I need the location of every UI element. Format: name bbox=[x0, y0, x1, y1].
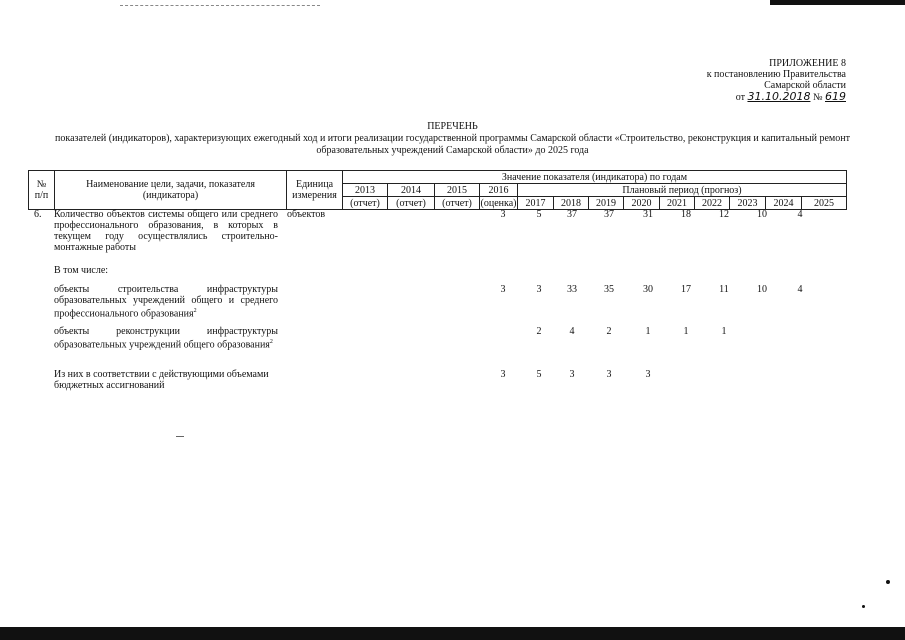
planned-year-header: 2025 bbox=[802, 197, 847, 210]
value-cell: 2 bbox=[536, 326, 542, 337]
appendix-date-line bbox=[707, 91, 846, 103]
subgroup-label: В том числе: bbox=[54, 265, 109, 276]
value-cell: 35 bbox=[604, 284, 614, 295]
value-cell: 37 bbox=[567, 209, 577, 220]
indicator-unit: объектов bbox=[287, 209, 326, 220]
year-sub-header: (отчет) bbox=[435, 197, 480, 210]
year-header: 2016 bbox=[480, 184, 518, 197]
value-cell: 5 bbox=[536, 209, 542, 220]
value-cell: 3 bbox=[606, 369, 612, 380]
value-cell: 1 bbox=[721, 326, 727, 337]
planned-year-header: 2018 bbox=[554, 197, 589, 210]
scan-dot bbox=[886, 580, 890, 584]
value-cell: 12 bbox=[719, 209, 729, 220]
value-cell: 37 bbox=[604, 209, 614, 220]
appendix-region: Самарской области bbox=[764, 80, 846, 91]
handwritten-number: 619 bbox=[825, 90, 846, 103]
bottom-edge-mark bbox=[0, 627, 905, 640]
value-cell: 4 bbox=[797, 284, 803, 295]
year-header: 2013 bbox=[343, 184, 388, 197]
top-edge-mark bbox=[770, 0, 905, 5]
value-cell: 17 bbox=[681, 284, 691, 295]
value-cell: 3 bbox=[500, 209, 506, 220]
value-cell: 1 bbox=[645, 326, 651, 337]
value-cell: 33 bbox=[567, 284, 577, 295]
col-number-header: № п/п bbox=[29, 171, 55, 210]
planned-year-header: 2019 bbox=[589, 197, 624, 210]
value-cell: 11 bbox=[719, 284, 729, 295]
value-cell: 2 bbox=[606, 326, 612, 337]
handwritten-date: 31.10.2018 bbox=[747, 90, 811, 103]
col-name-header: Наименование цели, задачи, показателя (индикатора) bbox=[55, 171, 287, 210]
value-cell: 4 bbox=[797, 209, 803, 220]
value-cell: 5 bbox=[536, 369, 542, 380]
values-header: Значение показателя (индикатора) по годам bbox=[343, 171, 847, 184]
year-header: 2014 bbox=[388, 184, 435, 197]
value-cell: 10 bbox=[757, 209, 767, 220]
planned-year-header: 2024 bbox=[766, 197, 802, 210]
planned-year-header: 2023 bbox=[730, 197, 766, 210]
indicator-name: Из них в соответствии с действующими объемами бюджетных ассигнований bbox=[54, 369, 269, 391]
value-cell: 3 bbox=[536, 284, 542, 295]
planned-year-header: 2017 bbox=[518, 197, 554, 210]
value-cell: 10 bbox=[757, 284, 767, 295]
planned-year-header: 2020 bbox=[624, 197, 660, 210]
value-cell: 3 bbox=[500, 369, 506, 380]
col-unit-header: Единица измерения bbox=[287, 171, 343, 210]
row-number: 6. bbox=[34, 209, 42, 220]
document-subtitle-line2: образовательных учреждений Самарской области» до 2025 года bbox=[316, 145, 589, 156]
scan-artifact bbox=[120, 5, 320, 6]
appendix-block bbox=[707, 58, 846, 103]
value-cell: 31 bbox=[643, 209, 653, 220]
indicator-name: объекты реконструкции инфраструктуры образовательных учреждений общего образования$^2$ bbox=[54, 326, 278, 351]
planned-year-header: 2022 bbox=[695, 197, 730, 210]
document-subtitle-line1: показателей (индикаторов), характеризующих ежегодный ход и итоги реализации государственной программы Самарской области «Строительство, реконструкция и капитальный ремонт bbox=[55, 133, 850, 144]
year-sub-header: (оценка) bbox=[480, 197, 517, 209]
document-title: ПЕРЕЧЕНЬ bbox=[427, 121, 478, 132]
appendix-title: ПРИЛОЖЕНИЕ 8 bbox=[769, 58, 846, 69]
year-sub-header: (отчет) bbox=[343, 197, 388, 210]
indicator-name: объекты строительства инфраструктуры образовательных учреждений общего и среднего профессионального образования$^2$ bbox=[54, 284, 278, 320]
appendix-resolution: к постановлению Правительства bbox=[706, 69, 846, 80]
value-cell: 4 bbox=[569, 326, 575, 337]
indicator-table-header bbox=[28, 170, 847, 210]
footnote-mark: 2 bbox=[193, 308, 197, 314]
scan-dot bbox=[862, 605, 865, 608]
year-header: 2015 bbox=[435, 184, 480, 197]
value-cell: 3 bbox=[645, 369, 651, 380]
number-label: № bbox=[812, 92, 823, 103]
value-cell: 3 bbox=[569, 369, 575, 380]
scan-artifact bbox=[176, 436, 184, 437]
from-label: от bbox=[735, 92, 745, 103]
footnote-mark: 2 bbox=[269, 339, 273, 345]
indicator-name: Количество объектов системы общего или среднего профессионального образования, в которых в текущем году осуществлялись строительно-монтажные работы bbox=[54, 209, 278, 253]
value-cell: 30 bbox=[643, 284, 653, 295]
value-cell: 18 bbox=[681, 209, 691, 220]
value-cell: 1 bbox=[683, 326, 689, 337]
year-sub-header: (отчет) bbox=[388, 197, 435, 210]
planned-year-header: 2021 bbox=[660, 197, 695, 210]
value-cell: 3 bbox=[500, 284, 506, 295]
planned-period-header: Плановый период (прогноз) bbox=[518, 184, 847, 197]
